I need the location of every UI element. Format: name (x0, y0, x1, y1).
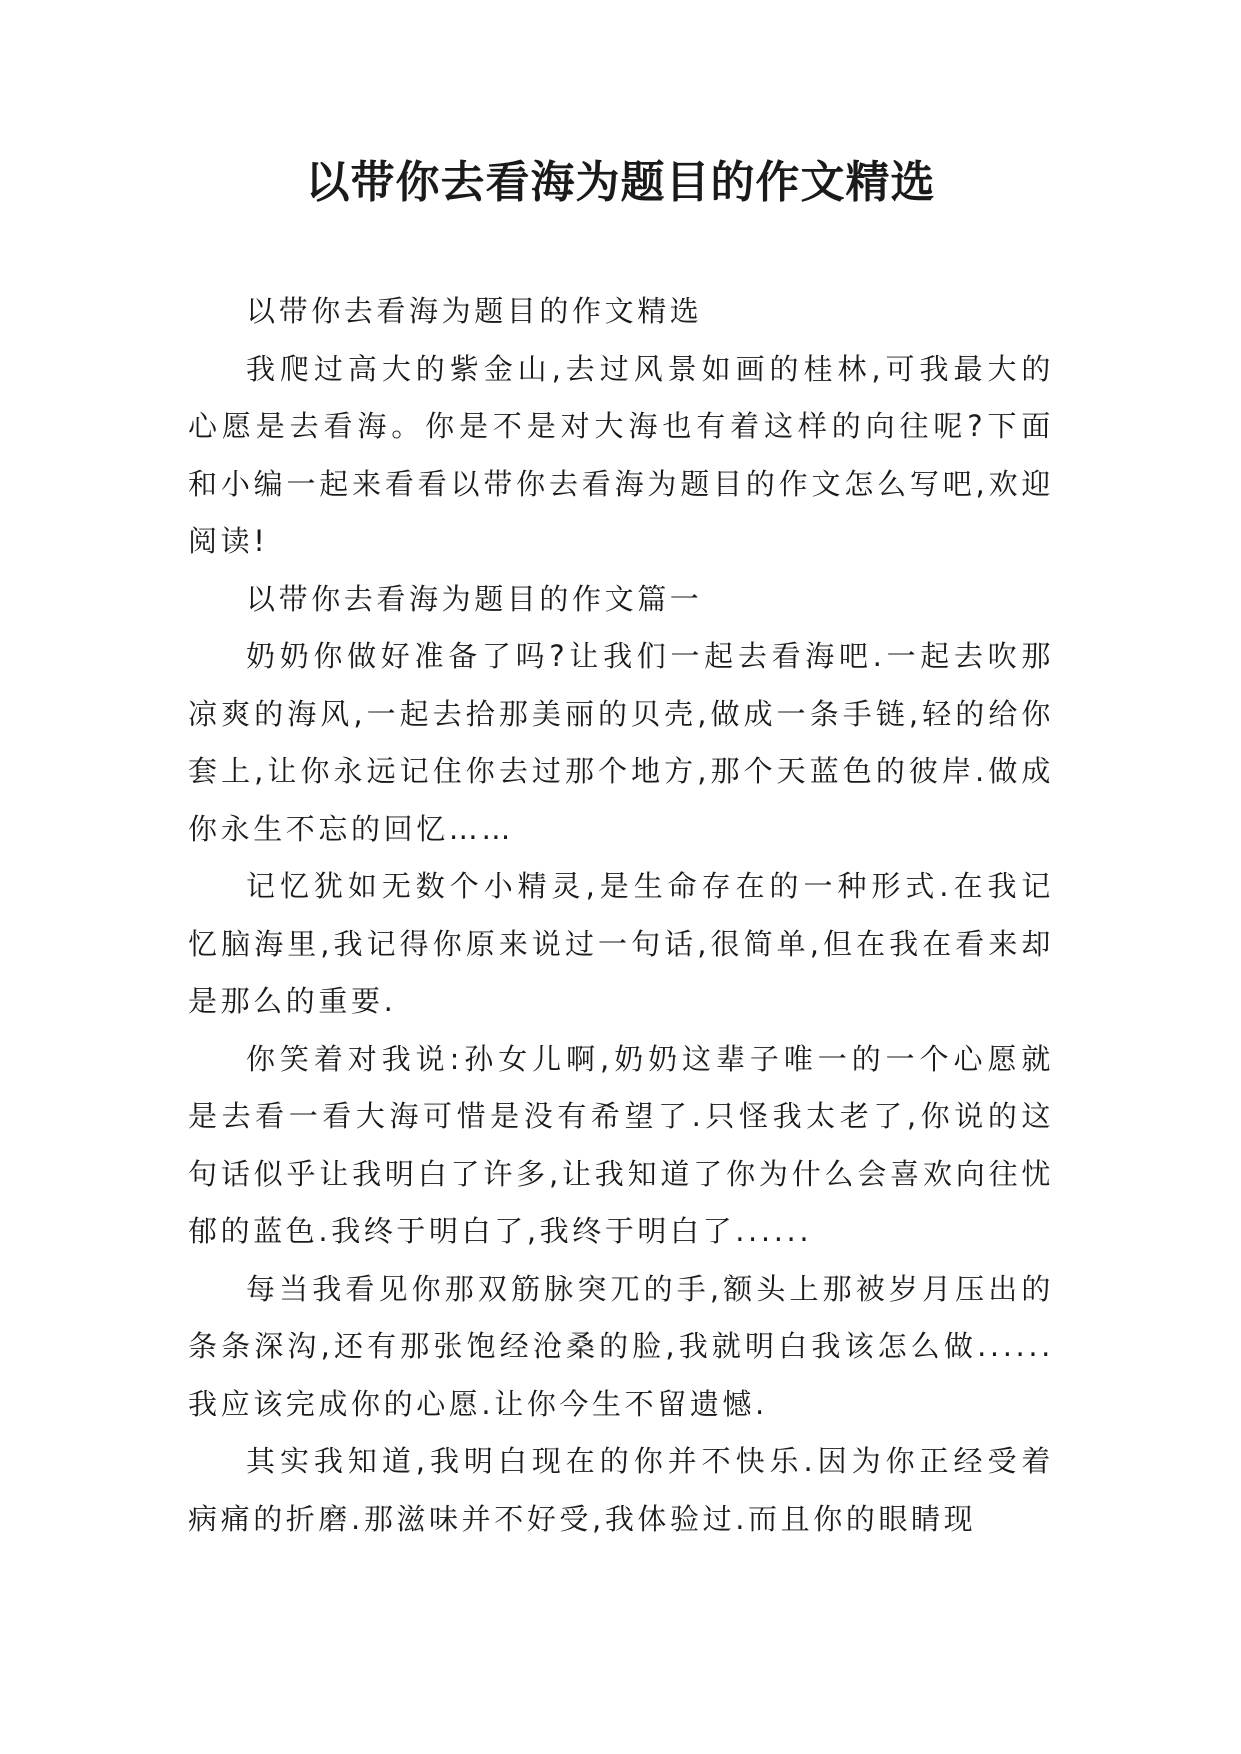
paragraph-intro: 我爬过高大的紫金山,去过风景如画的桂林,可我最大的心愿是去看海。你是不是对大海也有着这样的向往呢?下面和小编一起来看看以带你去看海为题目的作文怎么写吧,欢迎阅读! (188, 351, 1054, 558)
document-title: 以带你去看海为题目的作文精选 (305, 157, 936, 208)
document-body (188, 283, 1054, 1548)
paragraph: 你笑着对我说:孙女儿啊,奶奶这辈子唯一的一个心愿就是去看一看大海可惜是没有希望了.只怪我太老了,你说的这句话似乎让我明白了许多,让我知道了你为什么会喜欢向往忧郁的蓝色.我终于明白了,我终于明白了...... (188, 1041, 1054, 1248)
paragraph: 其实我知道,我明白现在的你并不快乐.因为你正经受着病痛的折磨.那滋味并不好受,我体验过.而且你的眼睛现 (188, 1444, 1054, 1536)
paragraph-subtitle: 以带你去看海为题目的作文精选 (246, 294, 703, 328)
paragraph: 记忆犹如无数个小精灵,是生命存在的一种形式.在我记忆脑海里,我记得你原来说过一句话,很简单,但在我在看来却是那么的重要. (188, 869, 1054, 1018)
paragraph-section-heading: 以带你去看海为题目的作文篇一 (246, 581, 703, 616)
paragraph: 奶奶你做好准备了吗?让我们一起去看海吧.一起去吹那凉爽的海风,一起去拾那美丽的贝壳,做成一条手链,轻的给你套上,让你永远记住你去过那个地方,那个天蓝色的彼岸.做成你永生不忘的回忆…… (188, 639, 1054, 846)
paragraph: 每当我看见你那双筋脉突兀的手,额头上那被岁月压出的条条深沟,还有那张饱经沧桑的脸,我就明白我该怎么做......我应该完成你的心愿.让你今生不留遗憾. (188, 1271, 1054, 1421)
